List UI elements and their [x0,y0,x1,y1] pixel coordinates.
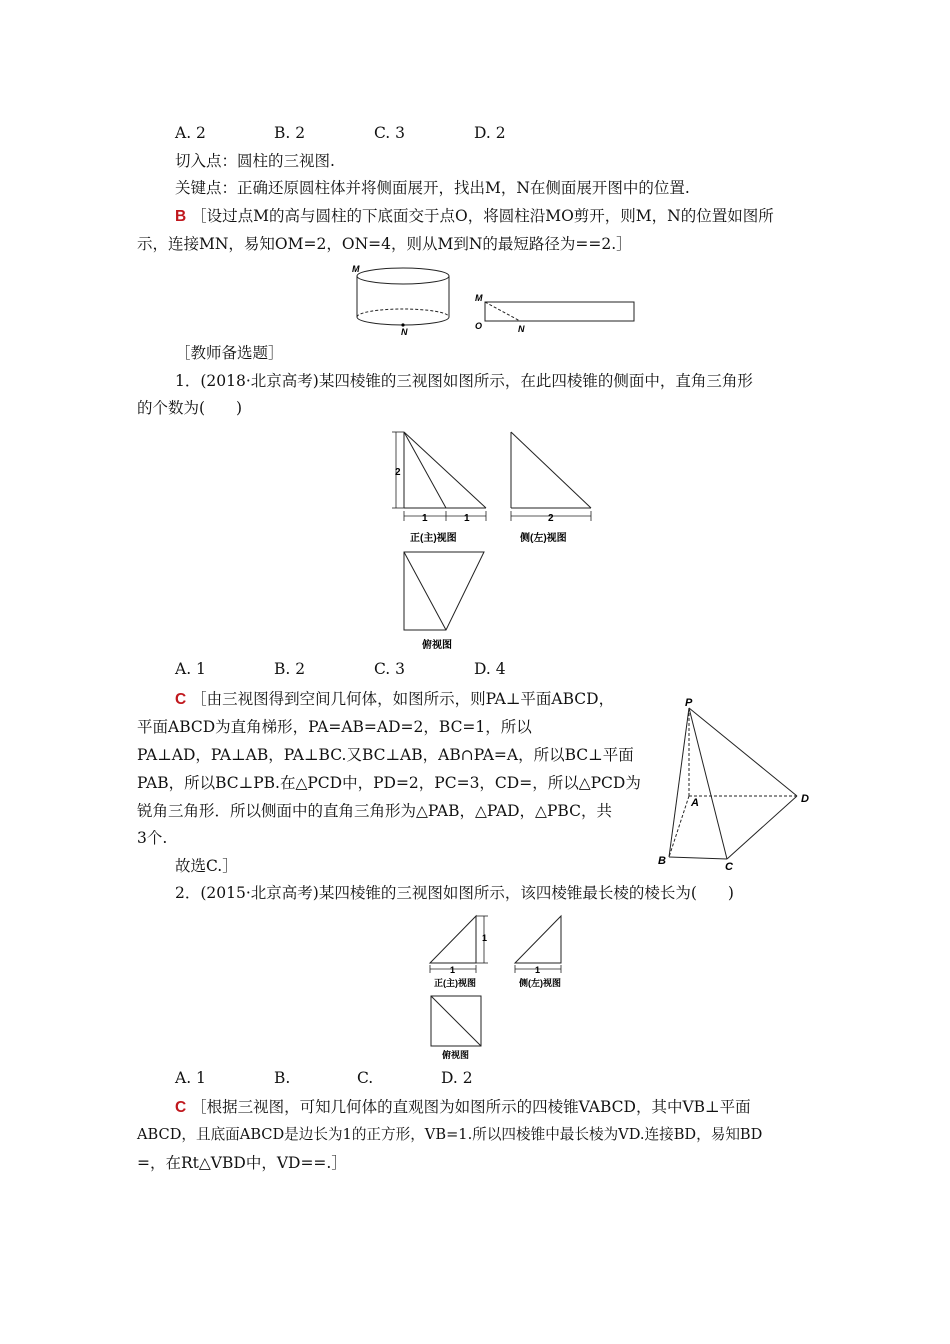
dim-a: 1 [450,965,456,975]
label-n: N [401,327,408,337]
q0-answer-line1: B ［设过点M的高与圆柱的下底面交于点O，将圆柱沿MO剪开，则M，N的位置如图所 [175,207,774,225]
answer-letter: B [175,208,187,225]
option-c: C. 3 [374,660,406,678]
cylinder-top [357,268,449,284]
answer-letter: C [175,1099,187,1116]
label-p: P [685,697,693,709]
q1-stem-line2: 的个数为( ) [137,399,243,417]
q2-answer-line1: C ［根据三视图，可知几何体的直观图为如图所示的四棱锥VABCD，其中VB⊥平面 [175,1098,751,1116]
option-c: C. [357,1069,374,1087]
pyramid-figure [655,698,825,873]
option-d: D. 4 [474,660,506,678]
caption-side: 侧(左)视图 [519,978,561,988]
label-b: B [658,855,666,867]
label-m2: M [475,293,483,303]
unrolled-rect [485,302,634,321]
dim-b: 1 [535,965,541,975]
q2-answer-line2: ABCD，且底面ABCD是边长为1的正方形，VB=1.所以四棱锥中最长棱为VD.连接BD，易知BD [137,1126,763,1143]
entry-point: 切入点：圆柱的三视图. [175,152,335,170]
dim-b: 1 [464,513,470,524]
q1-answer-line1: C ［由三视图得到空间几何体，如图所示，则PA⊥平面ABCD， [175,690,615,708]
option-b: B. [274,1069,291,1087]
cylinder-bottom-back [357,309,449,317]
teacher-heading: ［教师备选题］ [175,344,284,362]
q1-conclusion: 故选C.］ [175,857,238,875]
caption-front: 正(主)视图 [434,978,476,988]
label-o2: O [475,321,483,331]
q1-answer-line5: 锐角三角形．所以侧面中的直角三角形为△PAB，△PAD，△PBC，共 [137,802,612,820]
label-n2: N [518,324,525,334]
option-a: A. 1 [175,1069,206,1087]
path-mn [485,302,520,321]
cylinder-figure [350,262,650,342]
option-d: D. 2 [441,1069,473,1087]
q1-three-views [380,428,600,658]
option-c: C. 3 [374,124,406,142]
q2-three-views [420,910,590,1070]
option-b: B. 2 [274,660,306,678]
dim-h: 1 [482,933,488,943]
caption-front: 正(主)视图 [410,533,457,544]
q2-stem: 2．(2015·北京高考)某四棱锥的三视图如图所示，该四棱锥最长棱的棱长为( ) [175,884,734,902]
q1-answer-line6: 3个. [137,829,168,847]
q0-answer-line2: 示，连接MN，易知OM=2，ON=4，则从M到N的最短路径为==2.］ [137,235,632,253]
option-b: B. 2 [274,124,306,142]
dim-c: 2 [548,513,554,524]
answer-letter: C [175,691,187,708]
key-point: 关键点：正确还原圆柱体并将侧面展开，找出M，N在侧面展开图中的位置. [175,179,690,197]
q1-stem-line1: 1．(2018·北京高考)某四棱锥的三视图如图所示，在此四棱锥的侧面中，直角三角形 [175,372,753,390]
label-d: D [801,793,809,805]
q1-answer-line3: PA⊥AD，PA⊥AB，PA⊥BC.又BC⊥AB，AB∩PA=A，所以BC⊥平面 [137,746,634,764]
label-c: C [725,861,733,873]
caption-top: 俯视图 [422,640,452,651]
option-a: A. 1 [175,660,206,678]
option-d: D. 2 [474,124,506,142]
q1-answer-line2: 平面ABCD为直角梯形，PA=AB=AD=2，BC=1，所以 [137,718,532,736]
dim-height: 2 [395,467,401,478]
label-a: A [691,797,699,809]
q1-answer-line4: PAB，所以BC⊥PB.在△PCD中，PD=2，PC=3，CD=，所以△PCD为 [137,774,641,792]
label-m: M [352,264,360,274]
q2-answer-line3: =，在Rt△VBD中，VD==.］ [137,1154,347,1172]
option-a: A. 2 [175,124,206,142]
dim-a: 1 [422,513,428,524]
caption-side: 侧(左)视图 [520,533,567,544]
caption-top: 俯视图 [442,1050,470,1060]
